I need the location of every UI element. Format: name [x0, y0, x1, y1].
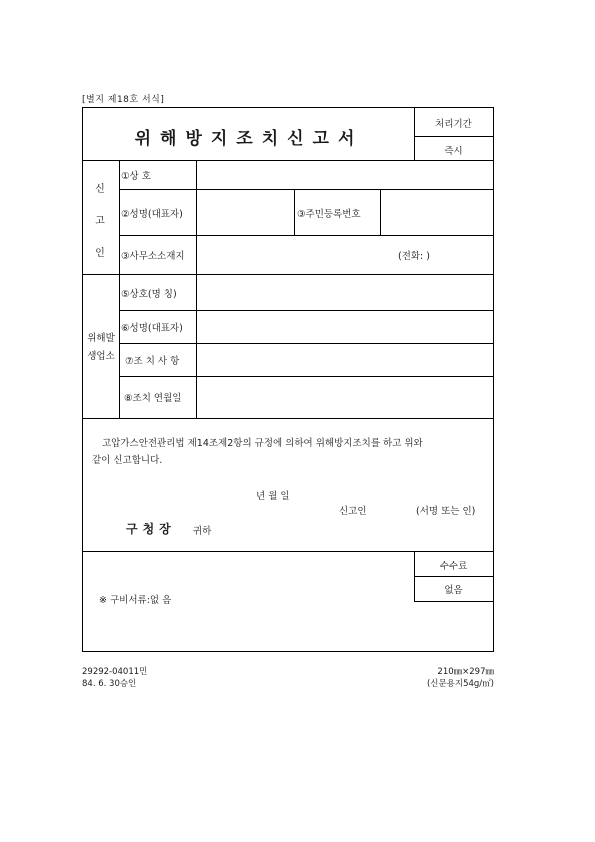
fee-value: 없음 [444, 585, 463, 596]
form-number: [별지 제18호 서식] [82, 95, 165, 105]
footer-approval: 84. 6. 30승인 [82, 679, 137, 689]
reporter-group-char-1: 신 [95, 184, 105, 195]
processing-label: 처리기간 [435, 119, 472, 130]
field-representative-input[interactable] [196, 189, 292, 234]
field-hazard-name-label: ⑤상호(명 칭) [121, 289, 177, 300]
field-business-name-input[interactable] [196, 160, 493, 188]
footer-size: 210㎜×297㎜ [437, 667, 494, 677]
hazard-group-line1: 위해발 [87, 333, 115, 344]
reporter-group-char-2: 고 [95, 216, 105, 227]
field-hazard-representative-label: ⑥성명(대표자) [121, 323, 183, 334]
field-hazard-name-input[interactable] [196, 274, 493, 308]
declaration-reporter-label: 신고인 [339, 506, 367, 517]
field-office-address-input[interactable] [196, 235, 493, 272]
divider-group2 [83, 418, 493, 419]
field-measure-date-input[interactable] [196, 376, 493, 416]
hazard-group-line2: 생업소 [87, 351, 115, 362]
field-representative-label: ②성명(대표자) [121, 209, 183, 220]
required-documents: ※ 구비서류:없 음 [99, 595, 172, 606]
fee-label: 수수료 [439, 561, 468, 572]
field-office-address-label: ③사무소소재지 [121, 251, 185, 262]
phone-label: (전화: ) [398, 251, 430, 262]
field-resident-number-label: ③주민등록번호 [297, 209, 361, 220]
declaration-line2: 같이 신고합니다. [92, 455, 163, 466]
field-measures-label: ⑦조 치 사 항 [125, 356, 180, 367]
divider-group-col [119, 160, 120, 418]
field-measure-date-label: ⑧조치 연월일 [124, 393, 182, 404]
footer-paper: (신문용지54g/㎡) [426, 679, 494, 689]
field-resident-number-input[interactable] [380, 189, 493, 234]
processing-value: 즉시 [444, 146, 463, 157]
field-business-name-label: ①상 호 [121, 171, 151, 182]
divider-declaration [83, 551, 493, 552]
footer-code: 29292-04011민 [82, 667, 148, 677]
field-measures-input[interactable] [196, 343, 493, 375]
field-hazard-representative-input[interactable] [196, 310, 493, 342]
reporter-group-char-3: 인 [95, 248, 105, 259]
signature-note: (서명 또는 인) [416, 506, 476, 517]
divider-mid-col-a [294, 189, 295, 235]
divider-fee [414, 576, 493, 577]
addressee-suffix: 귀하 [193, 526, 212, 537]
addressee: 구청장 [126, 522, 176, 536]
declaration-line1: 고압가스안전관리법 제14조제2항의 규정에 의하여 위해방지조치를 하고 위와 [102, 438, 423, 449]
declaration-date: 년 월 일 [256, 491, 290, 502]
divider-processing [414, 136, 493, 137]
divider-fee-bottom [414, 601, 493, 602]
page-title: 위해방지조치신고서 [134, 129, 364, 149]
